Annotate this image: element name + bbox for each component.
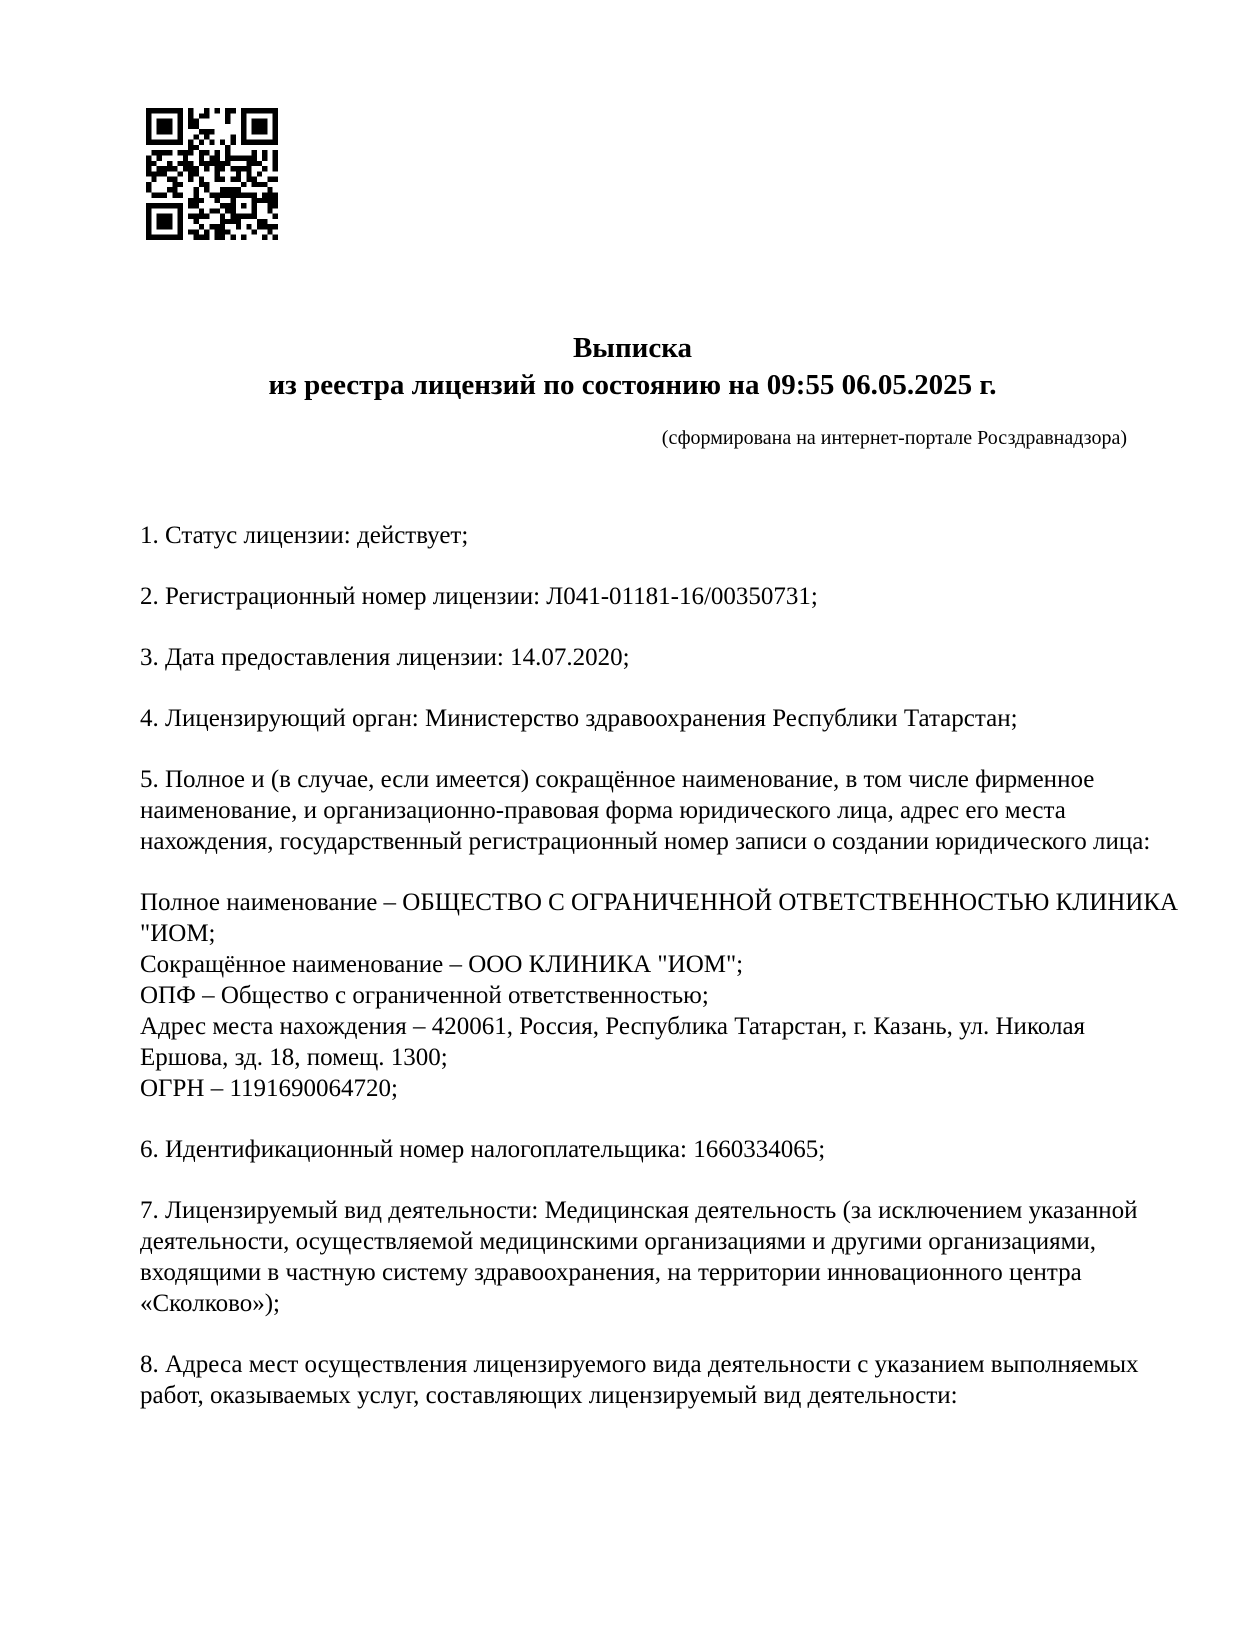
text-line: Ершова, зд. 18, помещ. 1300; (140, 1044, 448, 1071)
text-line: работ, оказываемых услуг, составляющих лицензируемый вид деятельности: (140, 1382, 958, 1409)
document-title-line: из реестра лицензий по состоянию на 09:55 06.05.2025 г. (268, 369, 997, 401)
text-line: деятельности, осуществляемой медицинскими организациями и другими организациями, (140, 1228, 1097, 1255)
text-line: "ИОМ; (140, 920, 216, 947)
paragraph (140, 520, 1150, 551)
text-line: «Сколково»); (140, 1290, 280, 1317)
document-title (140, 330, 1125, 404)
text-line: ОПФ – Общество с ограниченной ответственностью; (140, 982, 709, 1009)
text-line: входящими в частную систему здравоохранения, на территории инновационного центра (140, 1259, 1082, 1286)
text-line: наименование, и организационно-правовая форма юридического лица, адрес его места (140, 797, 1066, 824)
text-line: 2. Регистрационный номер лицензии: Л041-01181-16/00350731; (140, 583, 818, 610)
document-body (140, 520, 1179, 1441)
detail-block (140, 887, 1179, 1104)
text-line: 7. Лицензируемый вид деятельности: Медицинская деятельность (за исключением указанной (140, 1197, 1138, 1224)
document-subtitle: (сформирована на интернет-портале Росздравнадзора) (661, 427, 1127, 449)
paragraph (140, 1349, 1150, 1411)
paragraph (140, 703, 1150, 734)
paragraph (140, 1134, 1150, 1165)
text-line: 8. Адреса мест осуществления лицензируемого вида деятельности с указанием выполняемых (140, 1351, 1139, 1378)
text-line: Адрес места нахождения – 420061, Россия, Республика Татарстан, г. Казань, ул. Николая (140, 1013, 1086, 1040)
text-line: 6. Идентификационный номер налогоплательщика: 1660334065; (140, 1136, 826, 1163)
text-line: 5. Полное и (в случае, если имеется) сокращённое наименование, в том числе фирменное (140, 766, 1095, 793)
text-line: 1. Статус лицензии: действует; (140, 522, 469, 549)
text-line: 4. Лицензирующий орган: Министерство здравоохранения Республики Татарстан; (140, 705, 1018, 732)
paragraph (140, 581, 1150, 612)
text-line: Полное наименование – ОБЩЕСТВО С ОГРАНИЧЕННОЙ ОТВЕТСТВЕННОСТЬЮ КЛИНИКА (140, 889, 1179, 916)
paragraph (140, 1195, 1150, 1319)
paragraph (140, 764, 1150, 857)
text-line: ОГРН – 1191690064720; (140, 1075, 398, 1102)
paragraph (140, 642, 1150, 673)
text-line: 3. Дата предоставления лицензии: 14.07.2020; (140, 644, 630, 671)
qr-code (146, 108, 278, 240)
text-line: Сокращённое наименование – ООО КЛИНИКА "ИОМ"; (140, 951, 744, 978)
document-title-line: Выписка (572, 332, 693, 364)
text-line: нахождения, государственный регистрационный номер записи о создании юридического лица: (140, 828, 1151, 855)
